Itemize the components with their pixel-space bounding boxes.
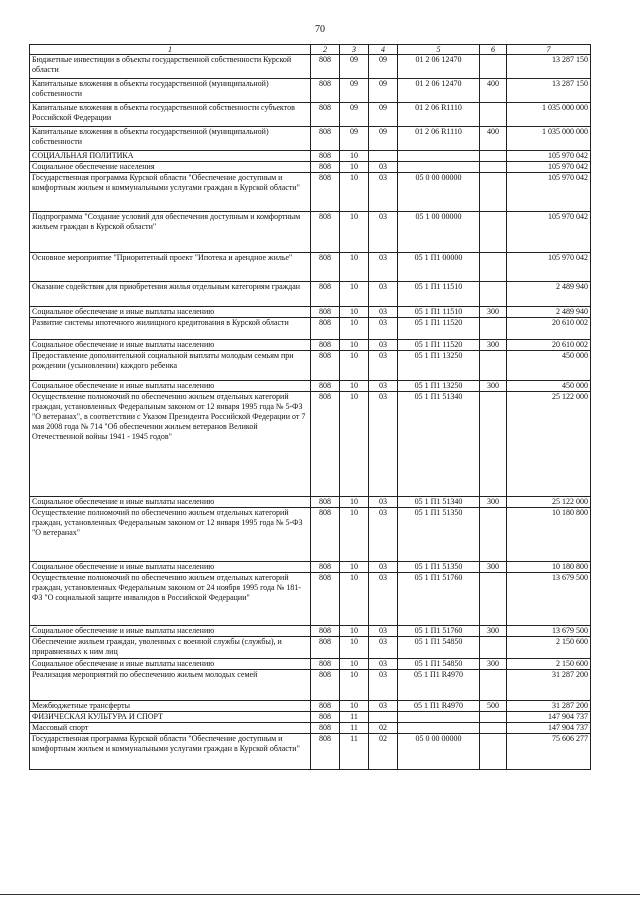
cell-name: Развитие системы ипотечного жилищного кредитования в Курской области bbox=[30, 318, 311, 340]
cell-csr bbox=[398, 162, 480, 173]
cell-pr: 09 bbox=[369, 103, 398, 127]
cell-rz: 10 bbox=[340, 307, 369, 318]
cell-vr: 300 bbox=[480, 659, 507, 670]
cell-sum: 13 679 500 bbox=[507, 573, 591, 626]
cell-csr: 05 1 П1 51340 bbox=[398, 392, 480, 497]
col-header-name: 1 bbox=[30, 45, 311, 55]
cell-name: Осуществление полномочий по обеспечению жильем отдельных категорий граждан, установленных Федеральным законом от 24 ноября 1995 года № 181-ФЗ "О социальной защите инвалидов в Российской Федерации" bbox=[30, 573, 311, 626]
cell-pr: 02 bbox=[369, 723, 398, 734]
cell-sum: 13 287 150 bbox=[507, 55, 591, 79]
cell-rz: 10 bbox=[340, 162, 369, 173]
cell-sum: 1 035 000 000 bbox=[507, 103, 591, 127]
cell-rz: 10 bbox=[340, 626, 369, 637]
cell-pr: 03 bbox=[369, 351, 398, 381]
cell-rz: 10 bbox=[340, 173, 369, 212]
cell-rz: 10 bbox=[340, 508, 369, 562]
cell-csr: 01 2 06 R1110 bbox=[398, 103, 480, 127]
cell-vr bbox=[480, 55, 507, 79]
cell-pr: 03 bbox=[369, 497, 398, 508]
cell-csr: 05 1 П1 51760 bbox=[398, 626, 480, 637]
cell-name: Реализация мероприятий по обеспечению жильем молодых семей bbox=[30, 670, 311, 701]
cell-pr: 03 bbox=[369, 562, 398, 573]
cell-csr: 01 2 06 12470 bbox=[398, 55, 480, 79]
table-row bbox=[30, 79, 591, 103]
cell-rz: 10 bbox=[340, 392, 369, 497]
cell-csr: 01 2 06 12470 bbox=[398, 79, 480, 103]
cell-vr bbox=[480, 734, 507, 770]
cell-rz: 10 bbox=[340, 670, 369, 701]
cell-csr: 05 1 П1 13250 bbox=[398, 381, 480, 392]
cell-vr bbox=[480, 173, 507, 212]
cell-name: Социальное обеспечение и иные выплаты населению bbox=[30, 626, 311, 637]
table-row bbox=[30, 253, 591, 282]
cell-vr: 300 bbox=[480, 340, 507, 351]
cell-pr: 03 bbox=[369, 318, 398, 340]
cell-vr bbox=[480, 670, 507, 701]
cell-pr: 09 bbox=[369, 127, 398, 151]
table-row bbox=[30, 723, 591, 734]
cell-sum: 1 035 000 000 bbox=[507, 127, 591, 151]
cell-csr: 05 1 П1 51350 bbox=[398, 562, 480, 573]
cell-pr: 03 bbox=[369, 340, 398, 351]
cell-vr bbox=[480, 253, 507, 282]
cell-gr: 808 bbox=[311, 173, 340, 212]
cell-pr: 09 bbox=[369, 55, 398, 79]
cell-name: Социальное обеспечение и иные выплаты населению bbox=[30, 307, 311, 318]
bottom-rule bbox=[0, 894, 640, 895]
cell-rz: 11 bbox=[340, 734, 369, 770]
table-row bbox=[30, 340, 591, 351]
table-row bbox=[30, 351, 591, 381]
cell-vr bbox=[480, 162, 507, 173]
col-header-pr: 4 bbox=[369, 45, 398, 55]
cell-name: Обеспечение жильем граждан, уволенных с военной службы (службы), и приравненных к ним лиц bbox=[30, 637, 311, 659]
cell-rz: 09 bbox=[340, 127, 369, 151]
cell-name: Капитальные вложения в объекты государственной (муниципальной) собственности bbox=[30, 79, 311, 103]
cell-rz: 10 bbox=[340, 381, 369, 392]
cell-sum: 20 610 002 bbox=[507, 318, 591, 340]
cell-sum: 147 904 737 bbox=[507, 712, 591, 723]
cell-vr bbox=[480, 508, 507, 562]
cell-gr: 808 bbox=[311, 253, 340, 282]
cell-gr: 808 bbox=[311, 79, 340, 103]
table-row bbox=[30, 659, 591, 670]
cell-sum: 2 150 600 bbox=[507, 637, 591, 659]
cell-csr: 05 1 П1 11520 bbox=[398, 340, 480, 351]
cell-rz: 10 bbox=[340, 701, 369, 712]
col-header-vr: 6 bbox=[480, 45, 507, 55]
cell-sum: 105 970 042 bbox=[507, 151, 591, 162]
cell-sum: 147 904 737 bbox=[507, 723, 591, 734]
cell-csr: 01 2 06 R1110 bbox=[398, 127, 480, 151]
cell-name: Государственная программа Курской области "Обеспечение доступным и комфортным жильем и коммунальными услугами граждан в Курской области" bbox=[30, 734, 311, 770]
cell-csr: 05 1 П1 54850 bbox=[398, 637, 480, 659]
cell-csr: 05 1 П1 R4970 bbox=[398, 670, 480, 701]
cell-csr: 05 1 П1 51340 bbox=[398, 497, 480, 508]
cell-vr bbox=[480, 392, 507, 497]
cell-gr: 808 bbox=[311, 734, 340, 770]
table-header-row bbox=[30, 45, 591, 55]
cell-rz: 10 bbox=[340, 253, 369, 282]
cell-pr: 03 bbox=[369, 701, 398, 712]
cell-gr: 808 bbox=[311, 626, 340, 637]
cell-gr: 808 bbox=[311, 151, 340, 162]
cell-name: Подпрограмма "Создание условий для обеспечения доступным и комфортным жильем граждан в Курской области" bbox=[30, 212, 311, 253]
cell-rz: 10 bbox=[340, 497, 369, 508]
cell-gr: 808 bbox=[311, 318, 340, 340]
cell-sum: 25 122 000 bbox=[507, 497, 591, 508]
cell-csr: 05 1 00 00000 bbox=[398, 212, 480, 253]
table-row bbox=[30, 318, 591, 340]
cell-sum: 31 287 200 bbox=[507, 670, 591, 701]
cell-pr bbox=[369, 712, 398, 723]
cell-name: Капитальные вложения в объекты государственной собственности субъектов Российской Федерации bbox=[30, 103, 311, 127]
cell-csr: 05 0 00 00000 bbox=[398, 734, 480, 770]
cell-pr: 03 bbox=[369, 307, 398, 318]
table-row bbox=[30, 392, 591, 497]
cell-rz: 10 bbox=[340, 340, 369, 351]
cell-gr: 808 bbox=[311, 508, 340, 562]
cell-vr bbox=[480, 212, 507, 253]
table-row bbox=[30, 381, 591, 392]
cell-pr: 03 bbox=[369, 282, 398, 307]
cell-name: Основное мероприятие "Приоритетный проект "Ипотека и арендное жилье" bbox=[30, 253, 311, 282]
cell-csr: 05 1 П1 13250 bbox=[398, 351, 480, 381]
cell-csr: 05 1 П1 00000 bbox=[398, 253, 480, 282]
cell-csr: 05 1 П1 51760 bbox=[398, 573, 480, 626]
cell-gr: 808 bbox=[311, 212, 340, 253]
cell-sum: 25 122 000 bbox=[507, 392, 591, 497]
cell-name: Осуществление полномочий по обеспечению жильем отдельных категорий граждан, установленных Федеральным законом от 12 января 1995 года № 5-ФЗ "О ветеранах" bbox=[30, 508, 311, 562]
cell-gr: 808 bbox=[311, 282, 340, 307]
cell-name: СОЦИАЛЬНАЯ ПОЛИТИКА bbox=[30, 151, 311, 162]
table-row bbox=[30, 162, 591, 173]
cell-gr: 808 bbox=[311, 381, 340, 392]
cell-sum: 13 679 500 bbox=[507, 626, 591, 637]
cell-vr bbox=[480, 318, 507, 340]
cell-gr: 808 bbox=[311, 497, 340, 508]
cell-pr: 03 bbox=[369, 637, 398, 659]
cell-pr: 09 bbox=[369, 79, 398, 103]
cell-vr: 500 bbox=[480, 701, 507, 712]
cell-vr bbox=[480, 351, 507, 381]
cell-csr: 05 1 П1 11520 bbox=[398, 318, 480, 340]
col-header-rz: 3 bbox=[340, 45, 369, 55]
cell-pr: 03 bbox=[369, 173, 398, 212]
cell-sum: 450 000 bbox=[507, 381, 591, 392]
cell-gr: 808 bbox=[311, 701, 340, 712]
table-row bbox=[30, 173, 591, 212]
page-number: 70 bbox=[315, 24, 325, 35]
cell-vr bbox=[480, 723, 507, 734]
cell-name: Предоставление дополнительной социальной выплаты молодым семьям при рождении (усыновлении) каждого ребенка bbox=[30, 351, 311, 381]
cell-rz: 11 bbox=[340, 712, 369, 723]
cell-rz: 10 bbox=[340, 637, 369, 659]
cell-name: Межбюджетные трансферты bbox=[30, 701, 311, 712]
cell-name: Осуществление полномочий по обеспечению жильем отдельных категорий граждан, установленных Федеральным законом от 12 января 1995 года № 5-ФЗ "О ветеранах", в соответствии с Указом Президента Российской Федерации от 7 мая 2008 года № 714 "Об обеспечении жильем ветеранов Великой Отечественной войны 1941 - 1945 годов" bbox=[30, 392, 311, 497]
cell-vr: 300 bbox=[480, 562, 507, 573]
cell-vr bbox=[480, 573, 507, 626]
cell-pr: 03 bbox=[369, 573, 398, 626]
cell-csr bbox=[398, 723, 480, 734]
cell-vr: 300 bbox=[480, 497, 507, 508]
cell-name: Социальное обеспечение и иные выплаты населению bbox=[30, 659, 311, 670]
cell-sum: 2 489 940 bbox=[507, 282, 591, 307]
cell-sum: 10 180 800 bbox=[507, 562, 591, 573]
cell-vr bbox=[480, 282, 507, 307]
cell-name: Социальное обеспечение и иные выплаты населению bbox=[30, 497, 311, 508]
cell-rz: 10 bbox=[340, 562, 369, 573]
table-row bbox=[30, 55, 591, 79]
cell-gr: 808 bbox=[311, 340, 340, 351]
cell-pr bbox=[369, 151, 398, 162]
cell-name: Оказание содействия для приобретения жилья отдельным категориям граждан bbox=[30, 282, 311, 307]
cell-pr: 03 bbox=[369, 659, 398, 670]
cell-name: ФИЗИЧЕСКАЯ КУЛЬТУРА И СПОРТ bbox=[30, 712, 311, 723]
cell-rz: 10 bbox=[340, 212, 369, 253]
cell-gr: 808 bbox=[311, 307, 340, 318]
cell-name: Социальное обеспечение населения bbox=[30, 162, 311, 173]
cell-name: Капитальные вложения в объекты государственной (муниципальной) собственности bbox=[30, 127, 311, 151]
cell-csr bbox=[398, 151, 480, 162]
cell-name: Социальное обеспечение и иные выплаты населению bbox=[30, 562, 311, 573]
cell-gr: 808 bbox=[311, 637, 340, 659]
cell-sum: 75 606 277 bbox=[507, 734, 591, 770]
cell-pr: 03 bbox=[369, 162, 398, 173]
cell-rz: 10 bbox=[340, 318, 369, 340]
cell-rz: 10 bbox=[340, 351, 369, 381]
cell-gr: 808 bbox=[311, 712, 340, 723]
cell-name: Социальное обеспечение и иные выплаты населению bbox=[30, 340, 311, 351]
table-row bbox=[30, 670, 591, 701]
budget-table bbox=[29, 44, 591, 770]
cell-sum: 105 970 042 bbox=[507, 253, 591, 282]
cell-vr: 300 bbox=[480, 626, 507, 637]
cell-rz: 11 bbox=[340, 723, 369, 734]
cell-gr: 808 bbox=[311, 562, 340, 573]
cell-pr: 03 bbox=[369, 212, 398, 253]
table-row bbox=[30, 637, 591, 659]
col-header-gr: 2 bbox=[311, 45, 340, 55]
cell-sum: 31 287 200 bbox=[507, 701, 591, 712]
cell-vr bbox=[480, 637, 507, 659]
table-row bbox=[30, 712, 591, 723]
table-row bbox=[30, 307, 591, 318]
table-row bbox=[30, 701, 591, 712]
table-row bbox=[30, 151, 591, 162]
cell-csr: 05 1 П1 11510 bbox=[398, 282, 480, 307]
cell-sum: 450 000 bbox=[507, 351, 591, 381]
col-header-csr: 5 bbox=[398, 45, 480, 55]
table-row bbox=[30, 573, 591, 626]
cell-sum: 2 150 600 bbox=[507, 659, 591, 670]
cell-gr: 808 bbox=[311, 659, 340, 670]
cell-rz: 09 bbox=[340, 103, 369, 127]
cell-vr: 400 bbox=[480, 79, 507, 103]
cell-rz: 10 bbox=[340, 573, 369, 626]
cell-rz: 10 bbox=[340, 282, 369, 307]
cell-vr: 400 bbox=[480, 127, 507, 151]
cell-gr: 808 bbox=[311, 127, 340, 151]
cell-csr bbox=[398, 712, 480, 723]
cell-vr bbox=[480, 712, 507, 723]
cell-gr: 808 bbox=[311, 723, 340, 734]
table-row bbox=[30, 626, 591, 637]
cell-gr: 808 bbox=[311, 55, 340, 79]
cell-name: Бюджетные инвестиции в объекты государственной собственности Курской области bbox=[30, 55, 311, 79]
table-row bbox=[30, 508, 591, 562]
table-row bbox=[30, 127, 591, 151]
cell-gr: 808 bbox=[311, 162, 340, 173]
cell-csr: 05 1 П1 51350 bbox=[398, 508, 480, 562]
table-row bbox=[30, 734, 591, 770]
cell-pr: 03 bbox=[369, 626, 398, 637]
cell-csr: 05 1 П1 R4970 bbox=[398, 701, 480, 712]
cell-pr: 03 bbox=[369, 670, 398, 701]
cell-vr: 300 bbox=[480, 307, 507, 318]
cell-rz: 10 bbox=[340, 659, 369, 670]
table-row bbox=[30, 282, 591, 307]
cell-pr: 03 bbox=[369, 508, 398, 562]
cell-pr: 03 bbox=[369, 253, 398, 282]
cell-sum: 105 970 042 bbox=[507, 162, 591, 173]
table-row bbox=[30, 497, 591, 508]
cell-sum: 105 970 042 bbox=[507, 173, 591, 212]
cell-csr: 05 1 П1 54850 bbox=[398, 659, 480, 670]
cell-name: Социальное обеспечение и иные выплаты населению bbox=[30, 381, 311, 392]
cell-rz: 09 bbox=[340, 79, 369, 103]
cell-pr: 03 bbox=[369, 381, 398, 392]
cell-sum: 10 180 800 bbox=[507, 508, 591, 562]
cell-rz: 09 bbox=[340, 55, 369, 79]
cell-gr: 808 bbox=[311, 573, 340, 626]
cell-vr: 300 bbox=[480, 381, 507, 392]
table-row bbox=[30, 212, 591, 253]
cell-sum: 13 287 150 bbox=[507, 79, 591, 103]
cell-name: Массовый спорт bbox=[30, 723, 311, 734]
cell-vr bbox=[480, 151, 507, 162]
cell-sum: 20 610 002 bbox=[507, 340, 591, 351]
cell-pr: 02 bbox=[369, 734, 398, 770]
cell-name: Государственная программа Курской области "Обеспечение доступным и комфортным жильем и коммунальными услугами граждан в Курской области" bbox=[30, 173, 311, 212]
cell-sum: 2 489 940 bbox=[507, 307, 591, 318]
cell-gr: 808 bbox=[311, 670, 340, 701]
cell-rz: 10 bbox=[340, 151, 369, 162]
cell-pr: 03 bbox=[369, 392, 398, 497]
cell-csr: 05 0 00 00000 bbox=[398, 173, 480, 212]
cell-vr bbox=[480, 103, 507, 127]
cell-gr: 808 bbox=[311, 103, 340, 127]
cell-sum: 105 970 042 bbox=[507, 212, 591, 253]
table-row bbox=[30, 103, 591, 127]
cell-csr: 05 1 П1 11510 bbox=[398, 307, 480, 318]
table-row bbox=[30, 562, 591, 573]
cell-gr: 808 bbox=[311, 392, 340, 497]
col-header-sum: 7 bbox=[507, 45, 591, 55]
cell-gr: 808 bbox=[311, 351, 340, 381]
